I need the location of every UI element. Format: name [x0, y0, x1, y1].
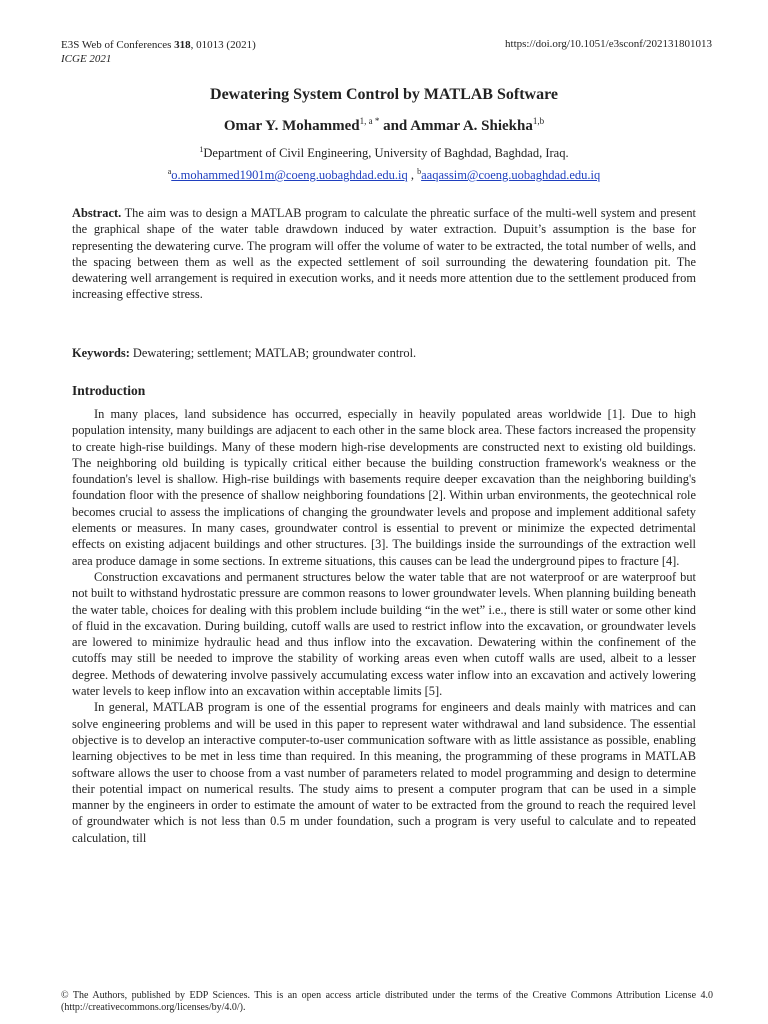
author-2-affil: 1,b — [532, 116, 545, 126]
abstract — [72, 205, 696, 303]
email-a-marker: a — [167, 167, 172, 176]
intro-paragraph-1: In many places, land subsidence has occurred, especially in heavily populated areas worldwide [1]. Due to high population intensity, many buildings are adjacent to each other in the same block area. These factors increased the propensity to create high-rise buildings. Many of these modern high-rise developments are constructed next to existing old buildings. The neighboring old building is typically critical either because the building construction framework's weakness or the foundation's level is shallow. High-rise buildings with basements require deeper excavation than the neighboring building's foundation floor with the presence of shallow neighboring foundations [2]. Within urban environments, the geotechnical role becomes crucial to assess the implications of changing the groundwater levels and propose and implement additional safety elements or measures. In many cases, groundwater control is essential to prevent or minimize the expected detrimental effects on existing adjacent buildings and other structures. [3]. The buildings inside the surroundings of the extraction well area produce damage in some sections. In extreme situations, this causes can be lead the underground pipes to fracture [4]. — [72, 407, 696, 568]
author-2: Ammar A. Shiekha — [410, 118, 533, 134]
author-list — [0, 116, 768, 135]
affiliation-marker: 1 — [199, 145, 204, 154]
keywords — [72, 345, 696, 361]
journal-header — [61, 38, 256, 66]
keywords-text: Dewatering; settlement; MATLAB; groundwater control. — [129, 346, 417, 360]
article-number: , 01013 (2021) — [190, 39, 256, 51]
email-b-link[interactable]: aaqassim@coeng.uobaghdad.edu.iq — [421, 168, 601, 183]
conference-name: ICGE 2021 — [61, 53, 112, 65]
intro-paragraph-3: In general, MATLAB program is one of the essential programs for engineers and deals mainly with matrices and can solve engineering problems and will be used in this paper to represent water withdrawal and land subsidence. The essential objective is to develop an interactive computer-to-user communication software with as little assistance as possible, enabling learning objectives to be met in less time than required. In this meaning, the programming of these programs in MATLAB software allows the user to choose from a vast number of parameters related to model programming and design to determine their potential impact on numerical results. The study aims to present a computer program that can be used in a simple manner by the engineers in order to estimate the amount of water to be extracted from the ground to reach the required level of groundwater which is not less than 0.5 m under foundation, such a program is very useful to calculate and to repeated calculation, till — [72, 700, 696, 845]
email-a-link[interactable]: o.mohammed1901m@coeng.uobaghdad.edu.iq — [171, 168, 408, 183]
abstract-label: Abstract. — [72, 206, 122, 220]
introduction-body — [72, 406, 696, 846]
email-separator: , — [407, 168, 418, 183]
author-conjunction: and — [379, 118, 411, 134]
keywords-label: Keywords: — [72, 346, 130, 360]
section-heading-introduction: Introduction — [72, 383, 146, 398]
intro-paragraph-2: Construction excavations and permanent structures below the water table that are not waterproof or are waterproof but not built to withstand hydrostatic pressure are common reasons to lower groundwater levels. When planning building beneath the water table, choices for dealing with this problem include building “in the wet” i.e., there is still water or some other kind of fluid in the excavation. During building, cutoff walls are used to restrict inflow into the excavation, or groundwater levels are lowered to minimize hydraulic head and thus inflow into the excavation. Dewatering within the confinement of the cutoffs may still be needed to improve the stability of working areas even when cutoff walls are used, albeit to a lesser degree. Methods of dewatering involve passively accumulating excess water inflow into an excavation and actively lowering water levels to keep inflow into an excavation within acceptable limits [5]. — [72, 569, 696, 699]
author-1: Omar Y. Mohammed — [223, 118, 360, 134]
abstract-text: The aim was to design a MATLAB program to calculate the phreatic surface of the multi-well system and present the graphical shape of the water table drawdown induced by water extraction. Dupuit’s assumption is the base for representing the dewatering curve. The program will offer the volume of water to be extracted, the total number of wells, and the spacing between them as well as the expected settlement of soil surrounding the dewatering foundation pit. The dewatering well arrangement is required in execution works, and it needs more attention due to the settlement produced from increasing effective stress. — [72, 206, 696, 302]
license-footer: © The Authors, published by EDP Sciences. This is an open access article distributed under the terms of the Creative Commons Attribution License 4.0 (http://creativecommons.org/licenses/by/4.0/). — [61, 990, 713, 1013]
email-line — [0, 167, 768, 183]
journal-name: E3S Web of Conferences — [61, 39, 172, 51]
affiliation — [0, 145, 768, 161]
email-b-marker: b — [417, 167, 422, 176]
affiliation-text: Department of Civil Engineering, University of Baghdad, Baghdad, Iraq. — [203, 146, 569, 161]
journal-volume: 318 — [174, 39, 191, 51]
doi-link[interactable]: https://doi.org/10.1051/e3sconf/202131801013 — [505, 38, 712, 50]
author-1-affil: 1, a * — [359, 116, 380, 126]
paper-title: Dewatering System Control by MATLAB Software — [210, 86, 558, 103]
